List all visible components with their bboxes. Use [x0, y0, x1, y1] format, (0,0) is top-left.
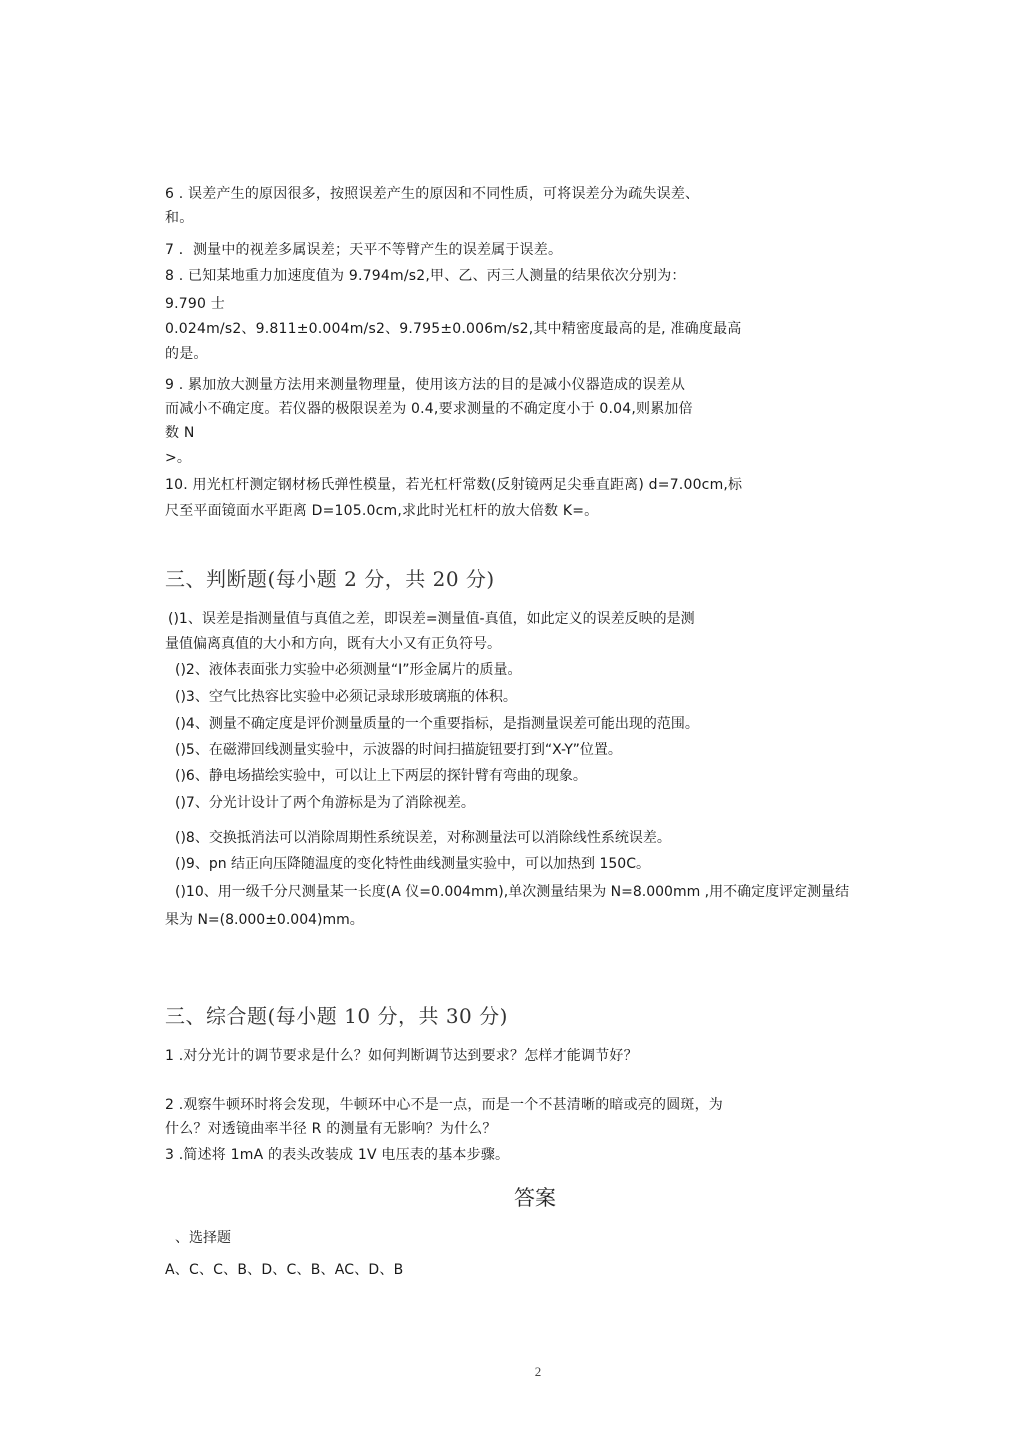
comprehensive-q2-line-1: 2 .观察牛顿环时将会发现，牛顿环中心不是一点，而是一个不甚清晰的暗或亮的圆斑，为	[165, 1097, 724, 1113]
judgment-item-1-line-2: 量值偏离真值的大小和方向，既有大小又有正负符号。	[165, 636, 501, 652]
judgment-item-10-line-2: 果为 N=(8.000±0.004)mm。	[165, 912, 364, 928]
q6-line-1: 6 . 误差产生的原因很多，按照误差产生的原因和不同性质，可将误差分为疏失误差、	[165, 186, 700, 202]
q8-line-3: 0.024m/s2、9.811±0.004m/s2、9.795±0.006m/s2,其中精密度最高的是, 准确度最高	[165, 321, 742, 337]
judgment-item-9: ()9、pn 结正向压降随温度的变化特性曲线测量实验中，可以加热到 150C。	[175, 856, 650, 872]
q7-line-1: 7 ．测量中的视差多属误差；天平不等臂产生的误差属于误差。	[165, 242, 563, 258]
q8-line-2: 9.790 士	[165, 296, 225, 312]
judgment-item-5: ()5、在磁滞回线测量实验中，示波器的时间扫描旋钮要打到“X-Y”位置。	[175, 742, 622, 758]
q10-line-2: 尺至平面镜面水平距离 D=105.0cm,求此时光杠杆的放大倍数 K=。	[165, 503, 599, 519]
page-number: 2	[534, 1364, 542, 1379]
judgment-item-10-line-1: ()10、用一级千分尺测量某一长度(A 仪=0.004mm),单次测量结果为 N=8.000mm ,用不确定度评定测量结	[175, 884, 850, 900]
comprehensive-heading: 三、综合题(每小题 10 分，共 30 分)	[165, 1004, 508, 1028]
q9-line-3: 数 N	[165, 425, 195, 441]
judgment-heading: 三、判断题(每小题 2 分，共 20 分)	[165, 567, 495, 591]
judgment-item-2: ()2、液体表面张力实验中必须测量“I”形金属片的质量。	[175, 662, 522, 678]
answers-choices: A、C、C、B、D、C、B、AC、D、B	[165, 1262, 404, 1278]
q6-line-2: 和。	[165, 210, 194, 226]
comprehensive-q2-line-2: 什么？对透镜曲率半径 R 的测量有无影响？为什么？	[165, 1121, 497, 1137]
q9-line-2: 而减小不确定度。若仪器的极限误差为 0.4,要求测量的不确定度小于 0.04,则累加倍	[165, 401, 693, 417]
comprehensive-q3: 3 .简述将 1mA 的表头改装成 1V 电压表的基本步骤。	[165, 1147, 510, 1163]
judgment-item-6: ()6、静电场描绘实验中，可以让上下两层的探针臂有弯曲的现象。	[175, 768, 587, 784]
q10-line-1: 10. 用光杠杆测定钢材杨氏弹性模量，若光杠杆常数(反射镜两足尖垂直距离) d=7.00cm,标	[165, 477, 743, 493]
judgment-item-4: ()4、测量不确定度是评价测量质量的一个重要指标，是指测量误差可能出现的范围。	[175, 716, 699, 732]
answers-title: 答案	[514, 1186, 556, 1210]
judgment-item-3: ()3、空气比热容比实验中必须记录球形玻璃瓶的体积。	[175, 689, 517, 705]
judgment-item-7: ()7、分光计设计了两个角游标是为了消除视差。	[175, 795, 475, 811]
q9-line-4: >。	[165, 450, 192, 466]
judgment-item-8: ()8、交换抵消法可以消除周期性系统误差，对称测量法可以消除线性系统误差。	[175, 830, 671, 846]
comprehensive-q1: 1 .对分光计的调节要求是什么？如何判断调节达到要求？怎样才能调节好？	[165, 1048, 638, 1064]
answers-section-label: 、选择题	[175, 1230, 231, 1246]
q9-line-1: 9 . 累加放大测量方法用来测量物理量，使用该方法的目的是减小仪器造成的误差从	[165, 377, 686, 393]
judgment-item-1-line-1: ()1、误差是指测量值与真值之差，即误差=测量值-真值，如此定义的误差反映的是测	[168, 611, 695, 627]
q8-line-1: 8 . 已知某地重力加速度值为 9.794m/s2,甲、乙、丙三人测量的结果依次分别为：	[165, 268, 686, 284]
q8-line-4: 的是。	[165, 346, 208, 362]
